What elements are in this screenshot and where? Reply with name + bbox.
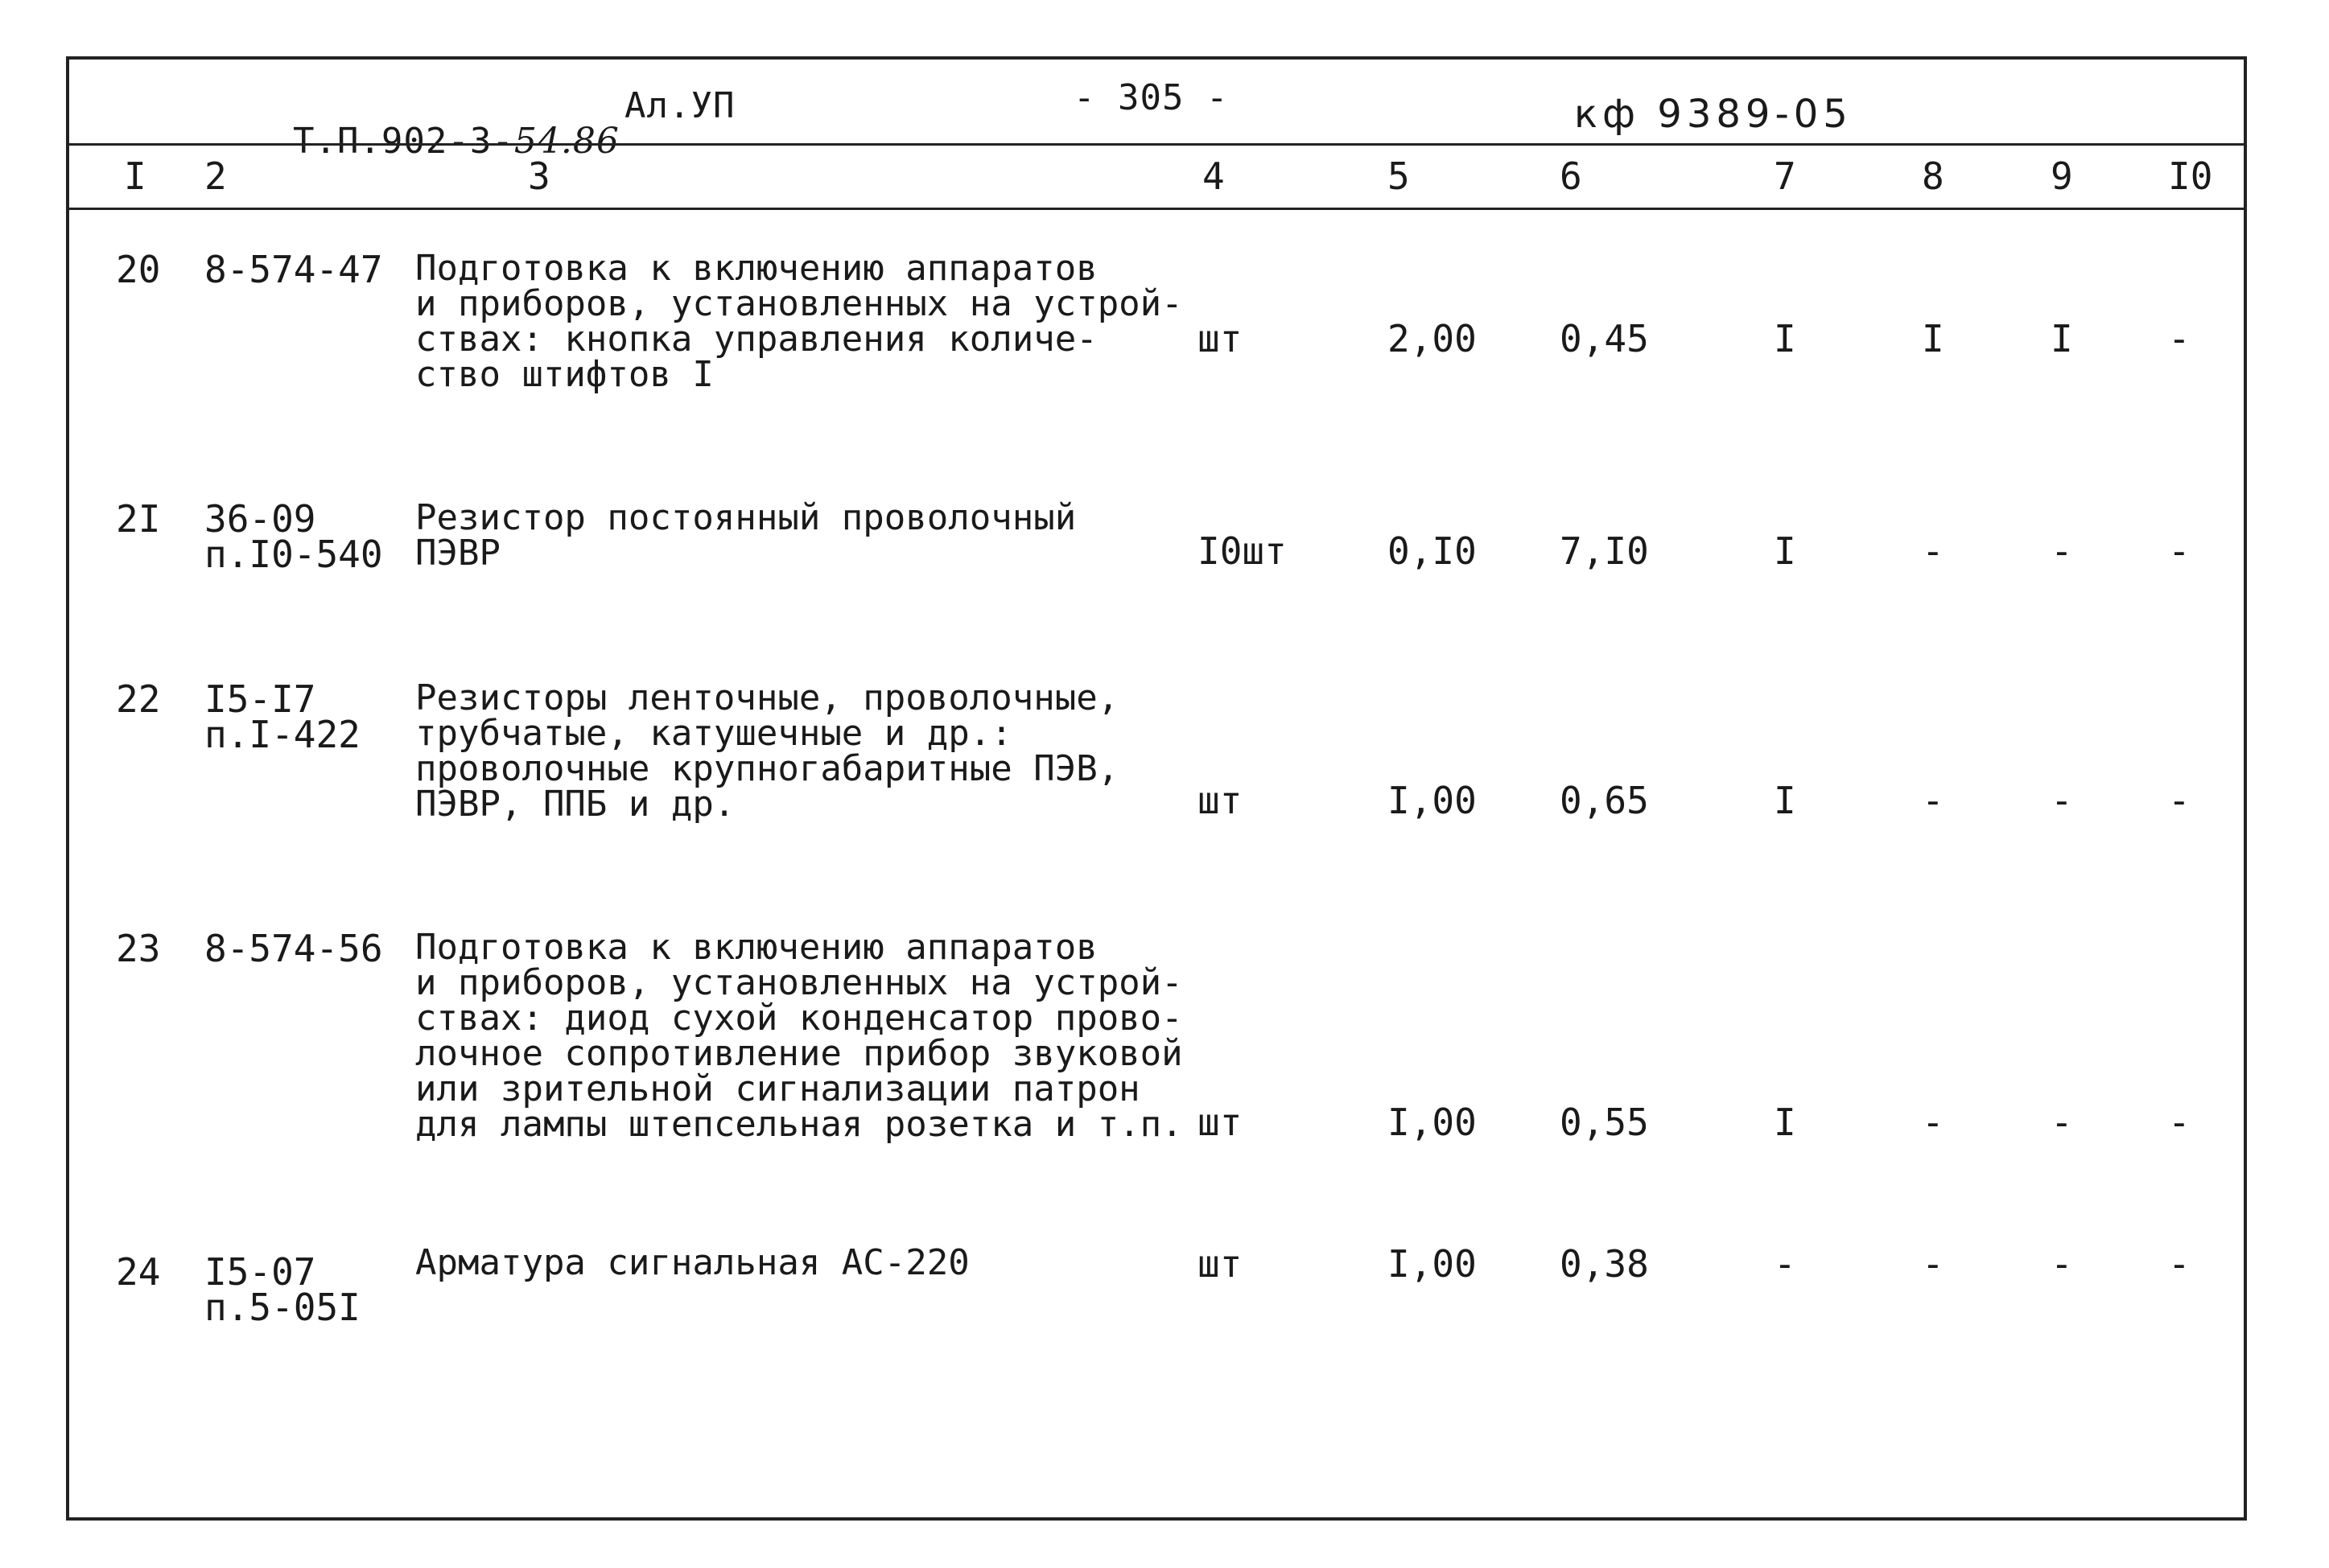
- norm-code: I5-I7: [204, 677, 316, 721]
- value-col7: I: [1774, 317, 1796, 360]
- value-col5: 2,00: [1387, 317, 1477, 360]
- unit: шт: [1197, 779, 1243, 822]
- norm-code-item: п.5-05I: [204, 1286, 361, 1329]
- norm-code-item: п.I0-540: [204, 533, 383, 576]
- value-col5: I,00: [1387, 1242, 1477, 1286]
- value-col10: -: [2168, 1101, 2191, 1144]
- header-divider: [69, 143, 2244, 146]
- archive-stamp: кф 9389-05: [1574, 92, 1853, 137]
- column-number-2: 2: [204, 154, 227, 198]
- work-description: Подготовка к включению аппаратов и приборов, установленных на устрой- ствах: диод сухой конденсатор прово- лочное сопротивление прибор звуковой или зрительной сигнализации патрон для лампы штепсельная розетка и т.п.: [415, 927, 1183, 1145]
- value-col6: 0,55: [1560, 1101, 1649, 1144]
- doc-code-typed: Т.П.902-3-: [292, 121, 514, 162]
- column-number-8: 8: [1922, 154, 1944, 198]
- unit: шт: [1197, 317, 1243, 360]
- value-col9: I: [2051, 317, 2073, 360]
- value-col9: -: [2051, 1242, 2073, 1286]
- column-number-3: 3: [528, 154, 550, 198]
- column-number-6: 6: [1560, 154, 1582, 198]
- value-col6: 7,I0: [1560, 529, 1649, 573]
- value-col8: -: [1922, 779, 1944, 822]
- value-col10: -: [2168, 529, 2191, 573]
- column-number-5: 5: [1387, 154, 1410, 198]
- album-label: Ал.УП: [625, 85, 736, 126]
- page-number: - 305 -: [1074, 77, 1229, 118]
- value-col7: -: [1774, 1242, 1796, 1286]
- column-number-9: 9: [2051, 154, 2073, 198]
- row-number: 22: [116, 677, 161, 721]
- value-col9: -: [2051, 779, 2073, 822]
- work-description: Резистор постоянный проволочный ПЭВР: [415, 497, 1077, 574]
- value-col8: -: [1922, 1242, 1944, 1286]
- value-col10: -: [2168, 1242, 2191, 1286]
- value-col10: -: [2168, 779, 2191, 822]
- value-col8: -: [1922, 1101, 1944, 1144]
- value-col8: I: [1922, 317, 1944, 360]
- document-sheet: [66, 56, 2247, 1521]
- value-col7: I: [1774, 529, 1796, 573]
- value-col5: I,00: [1387, 779, 1477, 822]
- value-col8: -: [1922, 529, 1944, 573]
- column-number-4: 4: [1202, 154, 1225, 198]
- value-col7: I: [1774, 1101, 1796, 1144]
- row-number: 24: [116, 1250, 161, 1294]
- value-col6: 0,38: [1560, 1242, 1649, 1286]
- value-col9: -: [2051, 529, 2073, 573]
- doc-code: [204, 88, 620, 198]
- norm-code: 8-574-47: [204, 248, 383, 291]
- unit: шт: [1197, 1242, 1243, 1286]
- row-number: 23: [116, 927, 161, 970]
- value-col5: I,00: [1387, 1101, 1477, 1144]
- norm-code: 8-574-56: [204, 927, 383, 970]
- work-description: Подготовка к включению аппаратов и приборов, установленных на устрой- ствах: кнопка управления количе- ство штифтов I: [415, 248, 1183, 395]
- row-number: 20: [116, 248, 161, 291]
- value-col6: 0,45: [1560, 317, 1649, 360]
- value-col6: 0,65: [1560, 779, 1649, 822]
- row-number: 2I: [116, 497, 161, 541]
- unit: I0шт: [1197, 529, 1287, 573]
- column-header-divider: [69, 208, 2244, 210]
- value-col7: I: [1774, 779, 1796, 822]
- value-col10: -: [2168, 317, 2191, 360]
- norm-code: I5-07: [204, 1250, 316, 1294]
- column-number-10: I0: [2168, 154, 2213, 198]
- column-number-1: I: [124, 154, 146, 198]
- work-description: Арматура сигнальная АС-220: [415, 1242, 970, 1283]
- value-col9: -: [2051, 1101, 2073, 1144]
- unit: шт: [1197, 1101, 1243, 1144]
- work-description: Резисторы ленточные, проволочные, трубчатые, катушечные и др.: проволочные крупногабаритные ПЭВ, ПЭВР, ППБ и др.: [415, 677, 1119, 825]
- norm-code-item: п.I-422: [204, 713, 361, 756]
- norm-code: 36-09: [204, 497, 316, 541]
- column-number-7: 7: [1774, 154, 1796, 198]
- doc-code-handwritten: 54.86: [513, 121, 620, 162]
- value-col5: 0,I0: [1387, 529, 1477, 573]
